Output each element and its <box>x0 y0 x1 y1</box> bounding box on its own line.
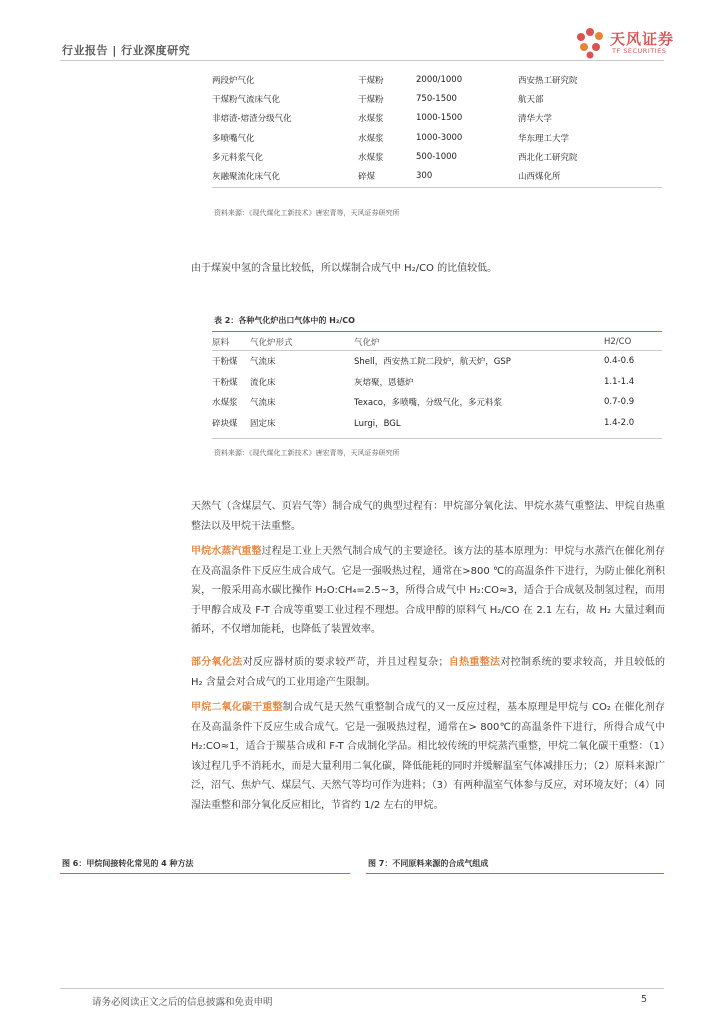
table-divider <box>212 187 662 188</box>
paragraph-text: 对控制系统的要求较高，并且较低的 H₂ 含量会对合成气的工业用途产生限制。 <box>191 657 666 688</box>
logo-text-en: TF SECURITIES <box>612 47 667 55</box>
column-header: 气化炉形式 <box>250 333 354 351</box>
table-cell: 碎块煤 <box>212 418 238 429</box>
table-cell: 1.1-1.4 <box>604 376 635 387</box>
table1-source: 资料来源：《现代煤化工新技术》唐宏青等，天风证券研究所 <box>214 209 400 217</box>
table-cell: 0.7-0.9 <box>604 397 635 408</box>
table-cell: 固定床 <box>250 418 276 429</box>
table-cell: 干粉煤 <box>212 377 238 388</box>
table-row <box>212 392 662 413</box>
table-cell: 灰融聚流化床气化 <box>212 172 281 183</box>
table-cell: 华东理工大学 <box>518 133 570 144</box>
table-cell: 西北化工研究院 <box>518 152 578 163</box>
disclaimer-notice: 请务必阅读正文之后的信息披露和免责申明 <box>92 997 273 1008</box>
table-cell: Texaco，多喷嘴，分级气化，多元料浆 <box>354 398 502 409</box>
table-row <box>212 372 662 393</box>
paragraph-natural-gas: 天然气（含煤层气、页岩气等）制合成气的典型过程有：甲烷部分氧化法、甲烷水蒸气重整法、甲烷自热重整法以及甲烷干法重整。 <box>191 501 665 532</box>
table-cell: 干煤粉气流床气化 <box>212 94 281 105</box>
table-cell: 干粉煤 <box>212 357 238 368</box>
table2-accent-line <box>212 331 662 332</box>
table-cell: 干煤粉 <box>358 94 384 105</box>
table-cell: 水煤浆 <box>358 152 384 163</box>
page-number: 5 <box>641 994 648 1005</box>
table-cell: 多喷嘴气化 <box>212 133 255 144</box>
report-category: 行业报告 | 行业深度研究 <box>62 44 191 57</box>
table-cell: 清华大学 <box>518 114 553 125</box>
table-cell: 300 <box>416 171 433 182</box>
column-header: 气化炉 <box>354 333 604 351</box>
table-cell: 山西煤化所 <box>518 172 561 183</box>
table-cell: 多元料浆气化 <box>212 152 264 163</box>
highlight-term: 自热重整法 <box>448 657 501 668</box>
highlight-term: 部分氧化法 <box>191 657 243 668</box>
logo-text-cn: 天风证券 <box>610 30 675 48</box>
table-cell: 水煤浆 <box>358 114 384 125</box>
table-cell: 航天部 <box>518 94 544 105</box>
paragraph-text: 制合成气是天然气重整制合成气的又一反应过程，基本原理是甲烷与 CO₂ 在催化剂存在及高温条件下反应生成合成气。它是一强吸热过程，通常在> 800℃的高温条件下进行，所得合成气中 H₂:CO≈1，适合于羰基合成和 F-T 合成制化学品。相比较传统的甲烷蒸汽重整，甲烷二氧化碳干重整：（1）该过程几乎不消耗水，而是大量利用二氧化碳，降低能耗的同时并缓解温室气体减排压力；（2）原料来源广泛，沼气、焦炉气、煤层气、天然气等均可作为进料；（3）有两种温室气体参与反应，对环境友好；（4）同湿法重整和部分氧化反应相比，节省约 1/2 左右的甲烷。 <box>191 702 665 811</box>
figure7-caption: 图 7：不同原料来源的合成气组成 <box>368 859 489 868</box>
table-cell: 西安热工研究院 <box>518 75 578 86</box>
table-divider <box>212 438 662 439</box>
paragraph-text: 对反应器材质的要求较严苛，并且过程复杂； <box>242 657 449 668</box>
table-cell: 非熔渣-熔渣分级气化 <box>212 114 292 125</box>
paragraph-text: 过程是工业上天然气制合成气的主要途径。该方法的基本原理为：甲烷与水蒸汽在催化剂存在及高温条件下反应生成合成气。它是一强吸热过程，通常在>800 ℃的高温条件下进行，为防止催化剂积炭，一般采用高水碳比操作 H₂O:CH₄=2.5~3，所得合成气中 H₂:CO≈3，适合于合成氨及制氢过程，而用于甲醇合成及 F-T 合成等重要工业过程不理想。合成甲醇的原料气 H₂/CO 在 2.1 左右，故 H₂ 大量过剩而循环，不仅增加能耗，也降低了装置效率。 <box>191 546 666 635</box>
paragraph-dry-reforming <box>191 698 665 815</box>
table-cell: 气流床 <box>250 357 276 368</box>
table-header-row <box>212 333 662 351</box>
table-row <box>212 351 662 372</box>
table-cell: 500-1000 <box>416 151 457 162</box>
table-row <box>212 89 662 108</box>
table-cell: 气流床 <box>250 398 276 409</box>
figure7-accent-line <box>366 873 664 874</box>
table-cell: Lurgi，BGL <box>354 418 401 429</box>
gasifier-table <box>212 70 662 186</box>
paragraph-partial-oxidation <box>191 653 665 692</box>
h2co-table <box>212 333 662 433</box>
table-cell: 0.4-0.6 <box>604 356 635 367</box>
figure6-caption: 图 6：甲烷间接转化常见的 4 种方法 <box>62 859 194 868</box>
paragraph-steam-reforming <box>191 542 665 640</box>
table-cell: 灰熔聚，恩德炉 <box>354 377 414 388</box>
table-cell: 两段炉气化 <box>212 75 255 86</box>
table-row <box>212 70 662 89</box>
table-row <box>212 128 662 147</box>
highlight-term: 甲烷二氧化碳干重整 <box>191 702 283 713</box>
table-row <box>212 413 662 434</box>
table-cell: 2000/1000 <box>416 74 463 85</box>
table-cell: 碎煤 <box>358 172 376 183</box>
table-cell: 干煤粉 <box>358 75 384 86</box>
table2-source: 资料来源：《现代煤化工新技术》唐宏青等，天风证券研究所 <box>214 449 400 457</box>
table-cell: 750-1500 <box>416 93 457 104</box>
table-cell: 水煤浆 <box>212 398 238 409</box>
header-divider <box>60 60 664 61</box>
paragraph-ratio: 由于煤炭中氢的含量比较低，所以煤制合成气中 H₂/CO 的比值较低。 <box>191 263 498 274</box>
table-row <box>212 109 662 128</box>
table-cell: Shell，西安热工院二段炉，航天炉，GSP <box>354 357 511 368</box>
table-row <box>212 166 662 185</box>
table-cell: 流化床 <box>250 377 276 388</box>
figure6-accent-line <box>60 873 350 874</box>
table-cell: 1000-3000 <box>416 132 463 143</box>
table-cell: 水煤浆 <box>358 133 384 144</box>
table-cell: 1000-1500 <box>416 113 463 124</box>
table2-caption: 表 2：各种气化炉出口气体中的 H₂/CO <box>214 316 355 325</box>
column-header: H2/CO <box>604 333 662 351</box>
table-cell: 1.4-2.0 <box>604 417 635 428</box>
highlight-term: 甲烷水蒸汽重整 <box>191 546 262 557</box>
column-header: 原料 <box>212 333 250 351</box>
table-row <box>212 147 662 166</box>
footer-divider <box>60 988 664 989</box>
